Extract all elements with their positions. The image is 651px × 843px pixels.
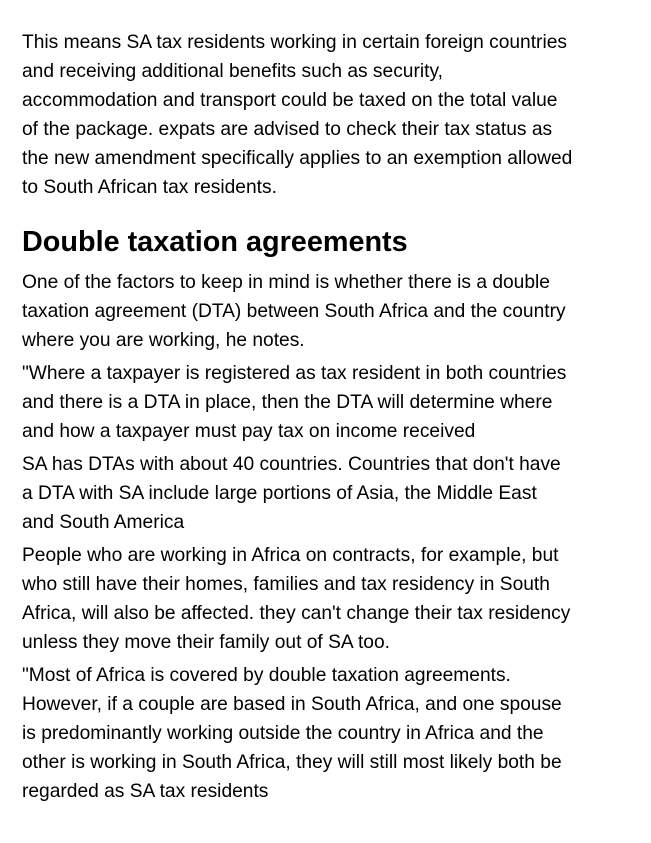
text-line: to South African tax residents. [22, 177, 277, 198]
paragraph-taxpayer-quote [22, 359, 639, 446]
paragraph-africa-coverage [22, 661, 639, 806]
text-line: People who are working in Africa on contracts, for example, but [22, 544, 559, 566]
paragraph-dta-countries [22, 450, 639, 537]
text-line: the new amendment specifically applies to an exemption allowed [22, 148, 573, 169]
paragraph-intro [22, 28, 639, 202]
text-line: where you are working, he notes. [22, 329, 305, 351]
text-line: accommodation and transport could be taxed on the total value [22, 90, 558, 111]
text-line: a DTA with SA include large portions of Asia, the Middle East [22, 482, 537, 504]
paragraph-dta-intro [22, 268, 639, 355]
text-line: "Most of Africa is covered by double taxation agreements. [22, 664, 511, 686]
text-line: One of the factors to keep in mind is whether there is a double [22, 271, 550, 293]
paragraph-africa-contracts [22, 541, 639, 657]
text-line: is predominantly working outside the country in Africa and the [22, 722, 544, 744]
text-line: "Where a taxpayer is registered as tax resident in both countries [22, 362, 567, 384]
text-line: and how a taxpayer must pay tax on income received [22, 420, 476, 442]
text-line: of the package. expats are advised to check their tax status as [22, 119, 553, 140]
text-line: who still have their homes, families and tax residency in South [22, 573, 550, 595]
text-line: unless they move their family out of SA too. [22, 631, 390, 653]
section-heading: Double taxation agreements [22, 226, 408, 258]
text-line: and there is a DTA in place, then the DTA will determine where [22, 391, 553, 413]
text-line: Africa, will also be affected. they can't change their tax residency [22, 602, 571, 624]
text-line: This means SA tax residents working in certain foreign countries [22, 32, 567, 53]
text-line: taxation agreement (DTA) between South Africa and the country [22, 300, 566, 322]
text-line: SA has DTAs with about 40 countries. Countries that don't have [22, 453, 561, 475]
text-line: and receiving additional benefits such as security, [22, 61, 443, 82]
text-line: However, if a couple are based in South Africa, and one spouse [22, 693, 562, 715]
text-line: regarded as SA tax residents [22, 780, 269, 802]
text-line: and South America [22, 511, 185, 533]
text-line: other is working in South Africa, they will still most likely both be [22, 751, 562, 773]
